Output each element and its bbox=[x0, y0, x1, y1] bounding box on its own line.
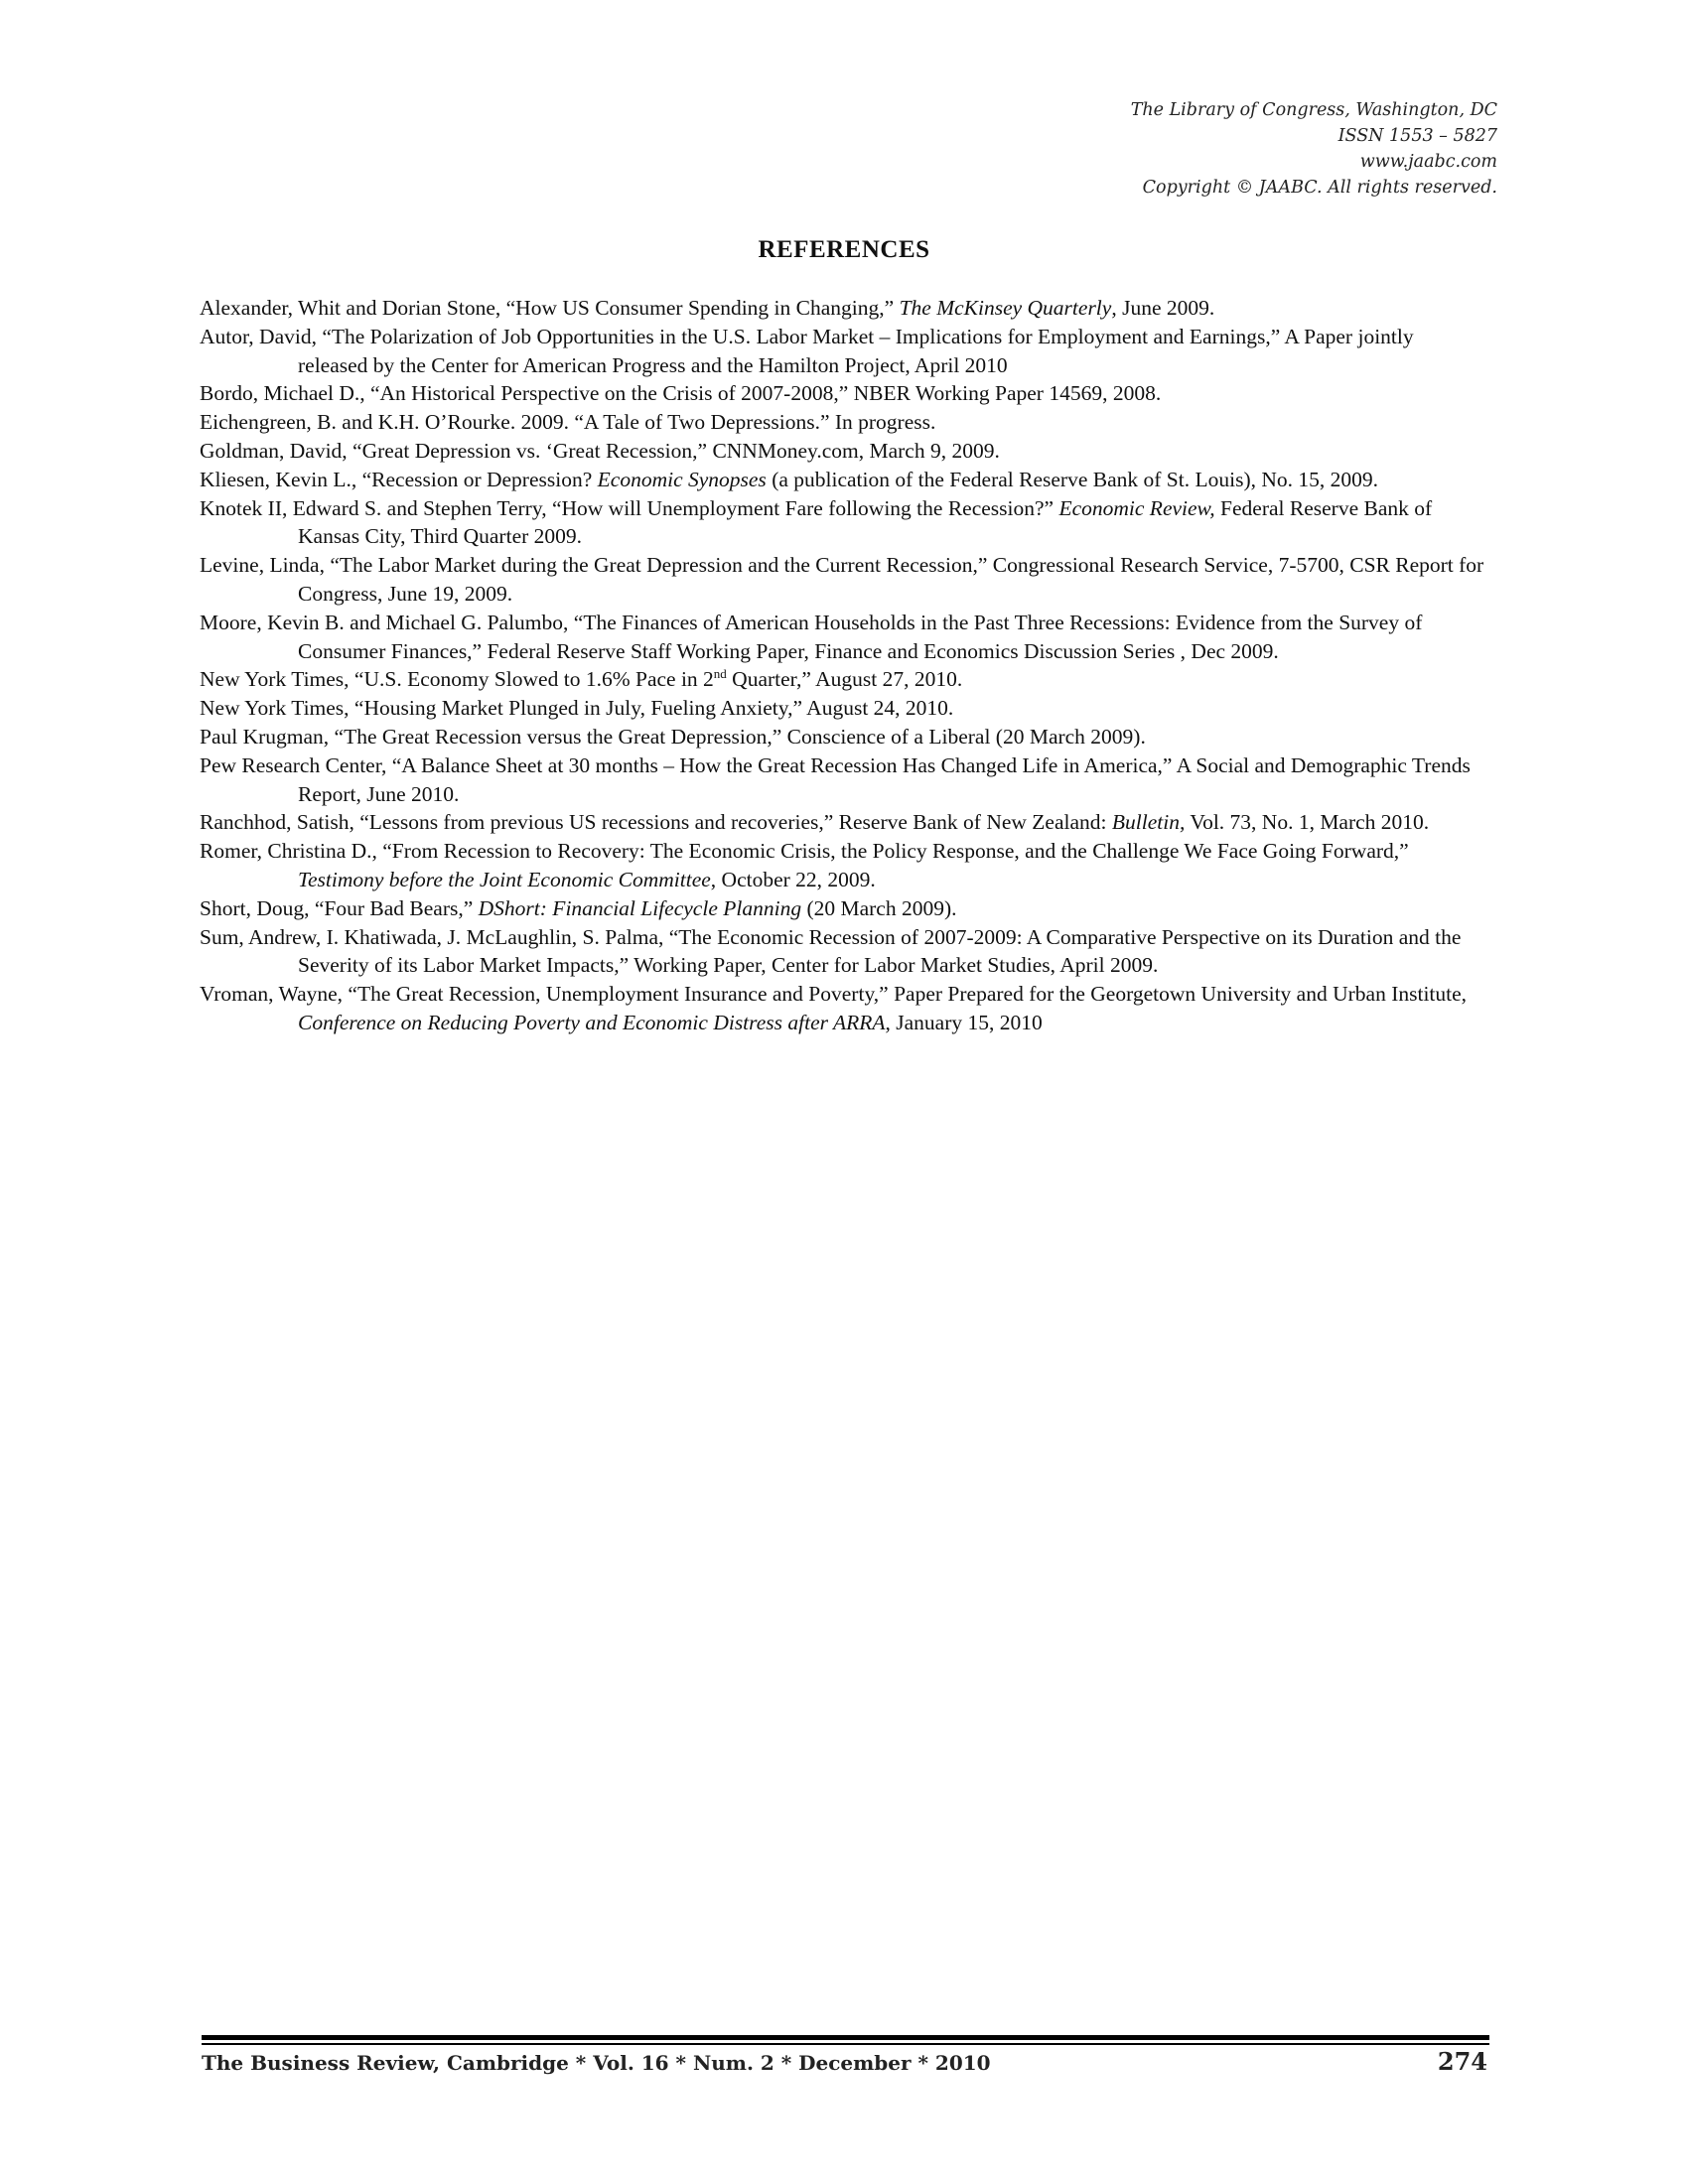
header-line-1: The Library of Congress, Washington, DC bbox=[1130, 100, 1497, 120]
header-line-2: ISSN 1553 – 5827 bbox=[1337, 126, 1497, 146]
reference-entry: Kliesen, Kevin L., “Recession or Depression? Economic Synopses (a publication of the Federal Reserve Bank of St. Louis), No. 15, 2009. bbox=[200, 467, 1379, 491]
reference-entry: New York Times, “Housing Market Plunged in July, Fueling Anxiety,” August 24, 2010. bbox=[200, 696, 954, 721]
footer-rule-thin bbox=[202, 2043, 1489, 2045]
reference-entry: Short, Doug, “Four Bad Bears,” DShort: Financial Lifecycle Planning (20 March 2009). bbox=[200, 895, 957, 920]
reference-entry: Knotek II, Edward S. and Stephen Terry, “How will Unemployment Fare following the Recession?” Economic Review, Federal Reserve Bank of Kansas City, Third Quarter 2009. bbox=[200, 495, 1433, 549]
reference-entry: Alexander, Whit and Dorian Stone, “How US Consumer Spending in Changing,” The McKinsey Quarterly, June 2009. bbox=[200, 296, 1215, 320]
reference-entry: Ranchhod, Satish, “Lessons from previous US recessions and recoveries,” Reserve Bank of New Zealand: Bulletin, Vol. 73, No. 1, March 2010. bbox=[200, 810, 1430, 835]
page-number: 274 bbox=[1437, 2047, 1487, 2076]
reference-entry: New York Times, “U.S. Economy Slowed to 1.6% Pace in 2nd Quarter,” August 27, 2010. bbox=[200, 666, 963, 692]
reference-entry: Romer, Christina D., “From Recession to Recovery: The Economic Crisis, the Policy Response, and the Challenge We Face Going Forward,” Testimony before the Joint Economic Committee, October 22, 2009. bbox=[200, 839, 1409, 891]
reference-entry: Moore, Kevin B. and Michael G. Palumbo, “The Finances of American Households in the Past Three Recessions: Evidence from the Survey of Consumer Finances,” Federal Reserve Staff Working Paper, Finance and Economics Discussion Series , Dec 2009. bbox=[200, 610, 1423, 663]
reference-entry: Goldman, David, “Great Depression vs. ‘Great Recession,” CNNMoney.com, March 9, 2009. bbox=[200, 438, 1000, 463]
header-line-3: www.jaabc.com bbox=[1359, 152, 1497, 172]
reference-entry: Autor, David, “The Polarization of Job Opportunities in the U.S. Labor Market – Implications for Employment and Earnings,” A Paper jointly released by the Center for American Progress and the Hamilton Project, April 2010 bbox=[200, 324, 1414, 377]
reference-entry: Bordo, Michael D., “An Historical Perspective on the Crisis of 2007-2008,” NBER Working Paper 14569, 2008. bbox=[200, 381, 1162, 406]
reference-list bbox=[200, 294, 1488, 1037]
footer-rule-thick bbox=[202, 2035, 1489, 2040]
header-line-4: Copyright © JAABC. All rights reserved. bbox=[1142, 178, 1497, 198]
reference-entry: Vroman, Wayne, “The Great Recession, Unemployment Insurance and Poverty,” Paper Prepared for the Georgetown University and Urban Institute, Conference on Reducing Poverty and Economic Distress after ARRA, January 15, 2010 bbox=[200, 982, 1468, 1034]
reference-entry: Eichengreen, B. and K.H. O’Rourke. 2009. “A Tale of Two Depressions.” In progress. bbox=[200, 410, 936, 435]
reference-entry: Levine, Linda, “The Labor Market during the Great Depression and the Current Recession,” Congressional Research Service, 7-5700, CSR Report for Congress, June 19, 2009. bbox=[200, 553, 1484, 606]
reference-entry: Sum, Andrew, I. Khatiwada, J. McLaughlin, S. Palma, “The Economic Recession of 2007-2009: A Comparative Perspective on its Duration and the Severity of its Labor Market Impacts,” Working Paper, Center for Labor Market Studies, April 2009. bbox=[200, 924, 1462, 978]
references-heading: REFERENCES bbox=[758, 236, 930, 263]
footer-journal-info: The Business Review, Cambridge * Vol. 16 * Num. 2 * December * 2010 bbox=[202, 2051, 991, 2075]
page-header bbox=[1131, 97, 1497, 201]
reference-entry: Paul Krugman, “The Great Recession versus the Great Depression,” Conscience of a Liberal (20 March 2009). bbox=[200, 724, 1146, 749]
reference-entry: Pew Research Center, “A Balance Sheet at 30 months – How the Great Recession Has Changed Life in America,” A Social and Demographic Trends Report, June 2010. bbox=[200, 752, 1471, 806]
